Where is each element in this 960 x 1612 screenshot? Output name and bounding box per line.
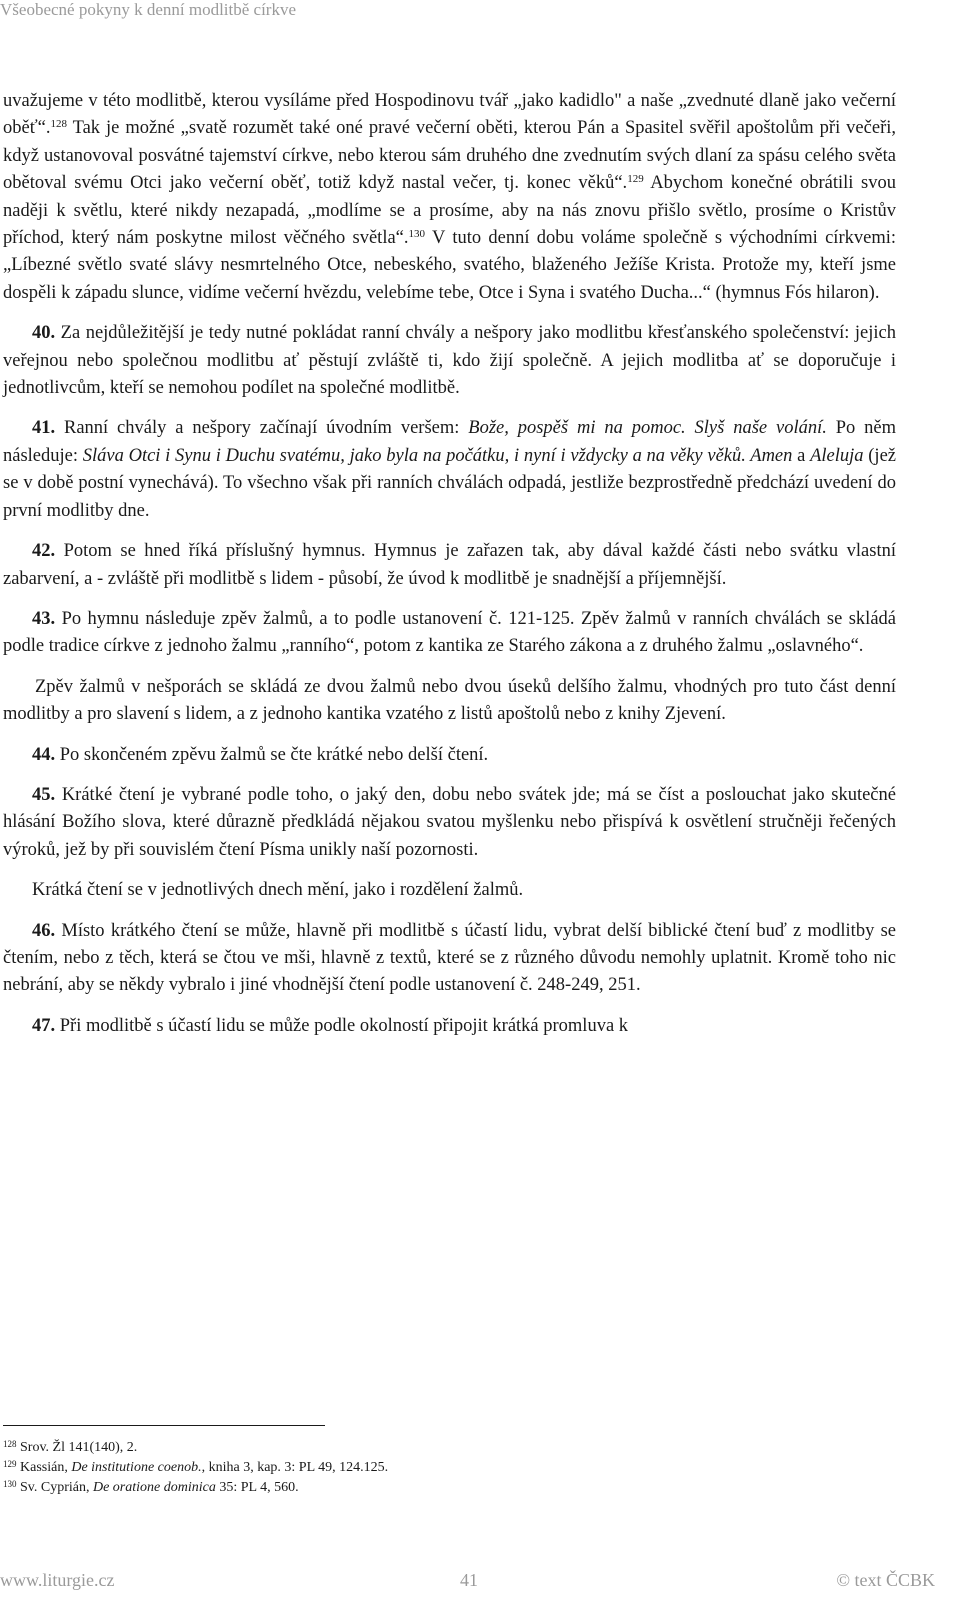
paragraph-number: 44.	[32, 744, 56, 765]
footnote-ref-130[interactable]: 130	[408, 228, 426, 241]
footnote-128: $^{128}$ Srov. Žl 141(140), 2.	[3, 1439, 138, 1455]
paragraph-number: 41.	[32, 418, 56, 439]
paragraph-44: 44. Po skončeném zpěvu žalmů se čte krátké nebo delší čtení.	[32, 744, 489, 765]
paragraph-43-continued: Zpěv žalmů v nešporách se skládá ze dvou žalmů nebo dvou úseků delšího žalmu, vhodných pro tuto část denní modlitby a pro slavení s lidem, a z jednoho kantika vzatého z listů apoštolů nebo z knihy Zjevení.	[3, 676, 896, 725]
page-number: 41	[460, 1570, 478, 1590]
footnote-130: $^{130}$ Sv. Cyprián, De oratione dominica 35: PL 4, 560.	[3, 1479, 299, 1495]
footnote-129: $^{129}$ Kassián, De institutione coenob., kniha 3, kap. 3: PL 49, 124.125.	[3, 1459, 389, 1475]
paragraph-number: 40.	[32, 323, 56, 344]
paragraph-45: 45. Krátké čtení je vybrané podle toho, o jaký den, dobu nebo svátek jde; má se číst a poslouchat jako skutečné hlásání Božího slova, které důrazně předkládá nějakou svatou myšlenku nebo přispívá k osvětlení stručněji řečených výroků, jež by při souvislém čtení Písma unikly naší pozornosti.	[3, 784, 896, 860]
paragraph-45-continued: Krátká čtení se v jednotlivých dnech mění, jako i rozdělení žalmů.	[32, 880, 524, 901]
footnote-ref-128[interactable]: 128	[50, 118, 67, 131]
paragraph-43: 43. Po hymnu následuje zpěv žalmů, a to podle ustanovení č. 121-125. Zpěv žalmů v ranních chválách se skládá podle tradice církve z jednoho žalmu „ranního“, potom z kantika ze Starého zákona a z druhého žalmu „oslavného“.	[3, 608, 896, 657]
running-head: Všeobecné pokyny k denní modlitbě církve	[0, 0, 297, 19]
paragraph-number: 45.	[32, 784, 56, 805]
paragraph-number: 47.	[32, 1015, 56, 1036]
footnote-divider	[3, 1425, 325, 1426]
paragraph-continuation: uvažujeme v této modlitbě, kterou vysíláme před Hospodinovu tvář „jako kadidlo" a naše „zvednuté dlaně jako večerní oběť“.$^{128}$ Tak je možné „svatě rozumět také oné pravé večerní oběti, kterou Pán a Spasitel svěřil apoštolům při večeři, když ustanovoval posvátné tajemství církve, nebo kterou sám druhého dne zvednutím svých dlaní za spásu celého světa obětoval svému Otci jako večerní oběť, totiž když nastal večer, tj. konec věků“.$^{129}$ Abychom konečné obrátili svou naději k světlu, které nikdy nezapadá, „modlíme se a prosíme, aby na nás znovu přišlo světlo, prosíme o Kristův příchod, který nám poskytne milost věčného světla“.$^{130}$ V tuto denní dobu voláme společně s východními církvemi: „Líbezné světlo svaté slávy nesmrtelného Otce, nebeského, svatého, blaženého Ježíše Krista. Protože my, kteří jsme dospěli k západu slunce, vidíme večerní hvězdu, velebíme tebe, Otce i Syna i svatého Ducha...“ (hymnus Fós hilaron).	[3, 91, 896, 303]
paragraph-41: 41. Ranní chvály a nešpory začínají úvodním veršem: Bože, pospěš mi na pomoc. Slyš naše volání. Po něm následuje: Sláva Otci i Synu i Duchu svatému, jako byla na počátku, i nyní i vždycky a na věky věků. Amen a Aleluja (jež se v době postní vynechává). To všechno však při ranních chválách odpadá, jestliže bezprostředně předchází uvedení do první modlitby dne.	[3, 418, 896, 521]
paragraph-42: 42. Potom se hned říká příslušný hymnus. Hymnus je zařazen tak, aby dával každé části nebo svátku vlastní zabarvení, a - zvláště při modlitbě s lidem - působí, že úvod k modlitbě je snadnější a příjemnější.	[3, 541, 896, 589]
paragraph-40: 40. Za nejdůležitější je tedy nutné pokládat ranní chvály a nešpory jako modlitbu křesťanského společenství: jejich veřejnou nebo společnou modlitbu ať pěstují zvláště ti, kdo žijí společně. A jejich modlitba ať se doporučuje i jednotlivcům, kteří se nemohou podílet na společné modlitbě.	[3, 323, 896, 399]
paragraph-number: 43.	[32, 608, 56, 629]
footer-website-link[interactable]: www.liturgie.cz	[0, 1570, 115, 1590]
footnotes	[3, 1438, 896, 1498]
paragraph-number: 46.	[32, 920, 56, 941]
paragraph-47: 47. Při modlitbě s účastí lidu se může podle okolností připojit krátká promluva k	[32, 1015, 629, 1036]
body-text	[3, 88, 896, 1040]
footer-copyright: © text ČCBK	[836, 1570, 935, 1590]
page-footer	[0, 1570, 935, 1596]
paragraph-46: 46. Místo krátkého čtení se může, hlavně při modlitbě s účastí lidu, vybrat delší biblické čtení buď z modlitby se čtením, nebo z těch, která se čtou ve mši, hlavně z textů, které se z různého důvodu nemohly uplatnit. Kromě toho nic nebrání, aby se někdy vybralo i jiné vhodnější čtení podle ustanovení č. 248-249, 251.	[3, 920, 896, 996]
footnote-ref-129[interactable]: 129	[627, 173, 644, 186]
paragraph-number: 42.	[32, 541, 56, 562]
